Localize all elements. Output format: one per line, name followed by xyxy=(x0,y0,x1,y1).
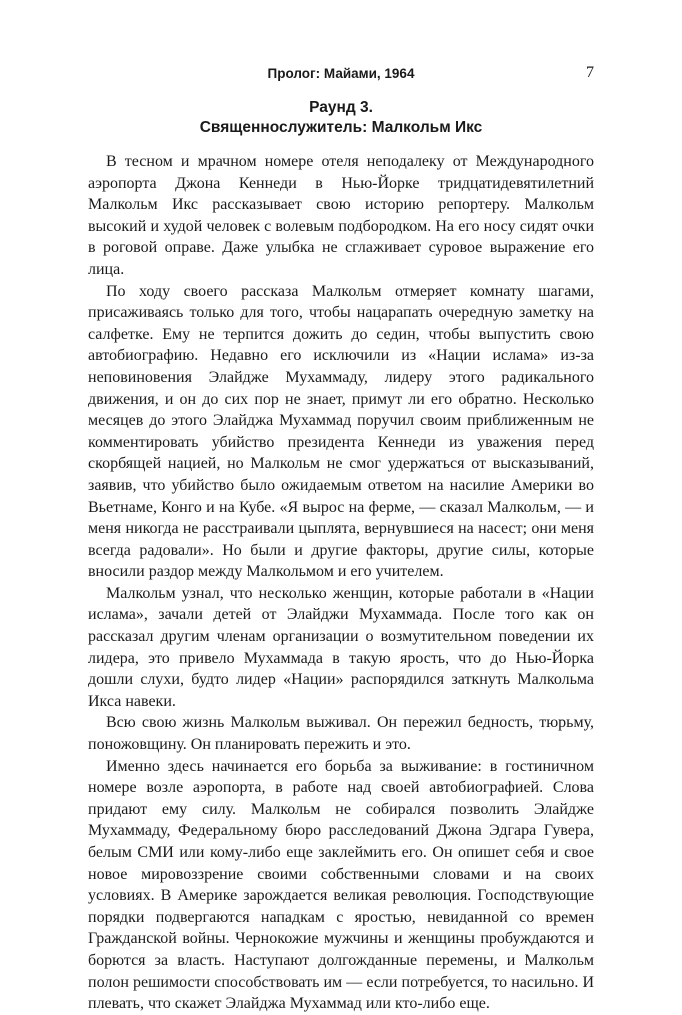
page-number: 7 xyxy=(586,64,594,81)
running-title: Пролог: Майами, 1964 xyxy=(267,66,415,81)
body-text xyxy=(88,151,594,1015)
paragraph: Малкольм узнал, что несколько женщин, которые работали в «Нации ислама», зачали детей от Элайджи Мухаммада. После того как он рассказал другим членам организации о возмутительном поведении их лидера, это привело Мухаммада в такую ярость, что до Нью-Йорка дошли слухи, будто лидер «Нации» распорядился заткнуть Малкольма Икса навеки. xyxy=(88,584,594,710)
chapter-title: Священнослужитель: Малкольм Икс xyxy=(199,119,483,136)
paragraph: По ходу своего рассказа Малкольм отмеряет комнату шагами, присаживаясь только для того, чтобы нацарапать очередную заметку на салфетке. Ему не терпится дожить до седин, чтобы выпустить свою автобиографию. Недавно его исключили из «Нации ислама» из-за неповиновения Элайдже Мухаммаду, лидеру этого радикального движения, и он до сих пор не знает, примут ли его обратно. Несколько месяцев до этого Элайджа Мухаммад поручил своим приближенным не комментировать убийство президента Кеннеди из уважения перед скорбящей нацией, но Малкольм не смог удержаться от высказываний, заявив, что убийство было ожидаемым ответом на насилие Америки во Вьетнаме, Конго и на Кубе. «Я вырос на ферме, — сказал Малкольм, — и меня никогда не расстраивали цыплята, вернувшиеся на насест; они меня всегда радовали». Но были и другие факторы, другие силы, которые вносили раздор между Малкольмом и его учителем. xyxy=(88,282,594,581)
chapter-round: Раунд 3. xyxy=(309,99,373,116)
paragraph: Всю свою жизнь Малкольм выживал. Он пережил бедность, тюрьму, поножовщину. Он планировать пережить и это. xyxy=(88,714,594,754)
paragraph: В тесном и мрачном номере отеля неподалеку от Международного аэропорта Джона Кеннеди в Нью-Йорке тридцатидевятилетний Малкольм Икс рассказывает свою историю репортеру. Малкольм высокий и худой человек с волевым подбородком. На его носу сидят очки в роговой оправе. Даже улыбка не сглаживает суровое выражение его лица. xyxy=(88,153,594,278)
chapter-heading xyxy=(90,98,592,138)
paragraph: Именно здесь начинается его борьба за выживание: в гостиничном номере возле аэропорта, в работе над своей автобиографией. Слова придают ему силу. Малкольм не собирался позволить Элайдже Мухаммаду, Федеральному бюро расследований Джона Эдгара Гувера, белым СМИ или кому-либо еще заклеймить его. Он опишет себя и свое новое мировоззрение своими собственными словами и на своих условиях. В Америке зарождается великая революция. Господствующие порядки подвергаются нападкам с яростью, невиданной со времен Гражданской войны. Чернокожие мужчины и женщины пробуждаются и борются за власть. Наступают долгожданные перемены, и Малкольм полон решимости способствовать им — если потребуется, то насильно. И плевать, что скажет Элайджа Мухаммад или кто-либо еще. xyxy=(88,757,594,1013)
